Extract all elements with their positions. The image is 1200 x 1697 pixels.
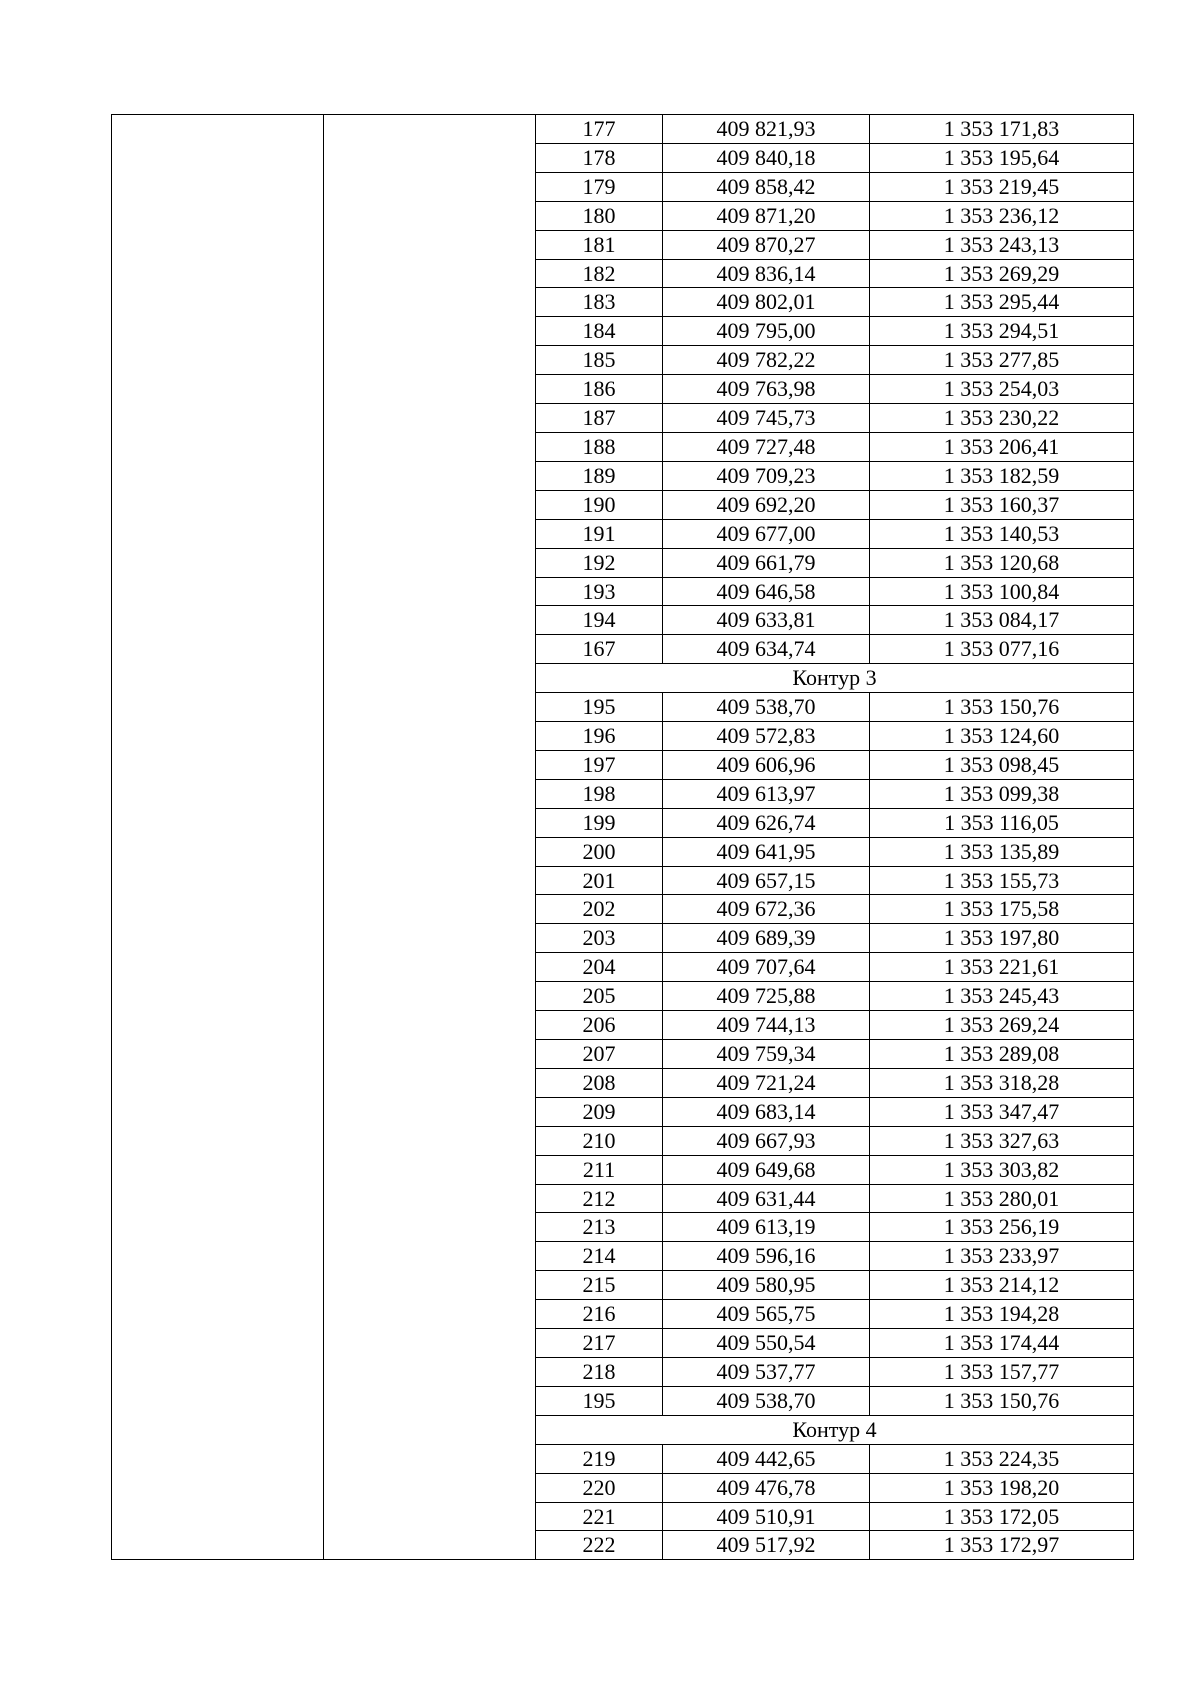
- x-coordinate-cell: 409 580,95: [663, 1271, 870, 1300]
- y-coordinate-cell: 1 353 171,83: [870, 115, 1134, 144]
- point-number-cell: 220: [536, 1473, 663, 1502]
- y-coordinate-cell: 1 353 174,44: [870, 1329, 1134, 1358]
- x-coordinate-cell: 409 836,14: [663, 259, 870, 288]
- y-coordinate-cell: 1 353 347,47: [870, 1097, 1134, 1126]
- point-number-cell: 210: [536, 1126, 663, 1155]
- point-number-cell: 192: [536, 548, 663, 577]
- x-coordinate-cell: 409 744,13: [663, 1011, 870, 1040]
- x-coordinate-cell: 409 510,91: [663, 1502, 870, 1531]
- y-coordinate-cell: 1 353 172,97: [870, 1531, 1134, 1560]
- point-number-cell: 178: [536, 143, 663, 172]
- empty-column-1: [112, 115, 324, 1560]
- point-number-cell: 179: [536, 172, 663, 201]
- y-coordinate-cell: 1 353 294,51: [870, 317, 1134, 346]
- y-coordinate-cell: 1 353 233,97: [870, 1242, 1134, 1271]
- y-coordinate-cell: 1 353 099,38: [870, 779, 1134, 808]
- x-coordinate-cell: 409 633,81: [663, 606, 870, 635]
- point-number-cell: 191: [536, 519, 663, 548]
- y-coordinate-cell: 1 353 194,28: [870, 1300, 1134, 1329]
- x-coordinate-cell: 409 707,64: [663, 953, 870, 982]
- point-number-cell: 212: [536, 1184, 663, 1213]
- x-coordinate-cell: 409 537,77: [663, 1357, 870, 1386]
- point-number-cell: 201: [536, 866, 663, 895]
- x-coordinate-cell: 409 596,16: [663, 1242, 870, 1271]
- point-number-cell: 195: [536, 1386, 663, 1415]
- y-coordinate-cell: 1 353 140,53: [870, 519, 1134, 548]
- point-number-cell: 217: [536, 1329, 663, 1358]
- y-coordinate-cell: 1 353 221,61: [870, 953, 1134, 982]
- x-coordinate-cell: 409 725,88: [663, 982, 870, 1011]
- y-coordinate-cell: 1 353 195,64: [870, 143, 1134, 172]
- coordinates-table-body: [112, 115, 1134, 1560]
- point-number-cell: 189: [536, 461, 663, 490]
- y-coordinate-cell: 1 353 150,76: [870, 1386, 1134, 1415]
- x-coordinate-cell: 409 517,92: [663, 1531, 870, 1560]
- table-row: [112, 115, 1134, 144]
- y-coordinate-cell: 1 353 206,41: [870, 432, 1134, 461]
- x-coordinate-cell: 409 565,75: [663, 1300, 870, 1329]
- x-coordinate-cell: 409 476,78: [663, 1473, 870, 1502]
- y-coordinate-cell: 1 353 120,68: [870, 548, 1134, 577]
- x-coordinate-cell: 409 550,54: [663, 1329, 870, 1358]
- y-coordinate-cell: 1 353 155,73: [870, 866, 1134, 895]
- y-coordinate-cell: 1 353 277,85: [870, 346, 1134, 375]
- y-coordinate-cell: 1 353 077,16: [870, 635, 1134, 664]
- contour-title: Контур 3: [536, 664, 1134, 693]
- x-coordinate-cell: 409 683,14: [663, 1097, 870, 1126]
- y-coordinate-cell: 1 353 198,20: [870, 1473, 1134, 1502]
- y-coordinate-cell: 1 353 224,35: [870, 1444, 1134, 1473]
- x-coordinate-cell: 409 606,96: [663, 750, 870, 779]
- x-coordinate-cell: 409 795,00: [663, 317, 870, 346]
- point-number-cell: 214: [536, 1242, 663, 1271]
- point-number-cell: 196: [536, 722, 663, 751]
- x-coordinate-cell: 409 572,83: [663, 722, 870, 751]
- point-number-cell: 186: [536, 375, 663, 404]
- x-coordinate-cell: 409 626,74: [663, 808, 870, 837]
- y-coordinate-cell: 1 353 182,59: [870, 461, 1134, 490]
- y-coordinate-cell: 1 353 160,37: [870, 490, 1134, 519]
- y-coordinate-cell: 1 353 303,82: [870, 1155, 1134, 1184]
- x-coordinate-cell: 409 858,42: [663, 172, 870, 201]
- y-coordinate-cell: 1 353 269,24: [870, 1011, 1134, 1040]
- y-coordinate-cell: 1 353 197,80: [870, 924, 1134, 953]
- point-number-cell: 194: [536, 606, 663, 635]
- point-number-cell: 221: [536, 1502, 663, 1531]
- point-number-cell: 199: [536, 808, 663, 837]
- y-coordinate-cell: 1 353 135,89: [870, 837, 1134, 866]
- y-coordinate-cell: 1 353 254,03: [870, 375, 1134, 404]
- x-coordinate-cell: 409 745,73: [663, 404, 870, 433]
- x-coordinate-cell: 409 759,34: [663, 1040, 870, 1069]
- x-coordinate-cell: 409 641,95: [663, 837, 870, 866]
- point-number-cell: 222: [536, 1531, 663, 1560]
- x-coordinate-cell: 409 661,79: [663, 548, 870, 577]
- x-coordinate-cell: 409 709,23: [663, 461, 870, 490]
- point-number-cell: 180: [536, 201, 663, 230]
- x-coordinate-cell: 409 689,39: [663, 924, 870, 953]
- point-number-cell: 204: [536, 953, 663, 982]
- x-coordinate-cell: 409 613,97: [663, 779, 870, 808]
- x-coordinate-cell: 409 840,18: [663, 143, 870, 172]
- point-number-cell: 188: [536, 432, 663, 461]
- x-coordinate-cell: 409 631,44: [663, 1184, 870, 1213]
- x-coordinate-cell: 409 677,00: [663, 519, 870, 548]
- y-coordinate-cell: 1 353 245,43: [870, 982, 1134, 1011]
- point-number-cell: 193: [536, 577, 663, 606]
- y-coordinate-cell: 1 353 157,77: [870, 1357, 1134, 1386]
- y-coordinate-cell: 1 353 256,19: [870, 1213, 1134, 1242]
- x-coordinate-cell: 409 672,36: [663, 895, 870, 924]
- y-coordinate-cell: 1 353 124,60: [870, 722, 1134, 751]
- y-coordinate-cell: 1 353 116,05: [870, 808, 1134, 837]
- y-coordinate-cell: 1 353 269,29: [870, 259, 1134, 288]
- point-number-cell: 219: [536, 1444, 663, 1473]
- x-coordinate-cell: 409 646,58: [663, 577, 870, 606]
- x-coordinate-cell: 409 538,70: [663, 693, 870, 722]
- point-number-cell: 200: [536, 837, 663, 866]
- y-coordinate-cell: 1 353 098,45: [870, 750, 1134, 779]
- x-coordinate-cell: 409 442,65: [663, 1444, 870, 1473]
- empty-column-2: [324, 115, 536, 1560]
- y-coordinate-cell: 1 353 243,13: [870, 230, 1134, 259]
- point-number-cell: 184: [536, 317, 663, 346]
- y-coordinate-cell: 1 353 289,08: [870, 1040, 1134, 1069]
- point-number-cell: 213: [536, 1213, 663, 1242]
- x-coordinate-cell: 409 634,74: [663, 635, 870, 664]
- contour-title: Контур 4: [536, 1415, 1134, 1444]
- point-number-cell: 190: [536, 490, 663, 519]
- x-coordinate-cell: 409 692,20: [663, 490, 870, 519]
- y-coordinate-cell: 1 353 318,28: [870, 1068, 1134, 1097]
- x-coordinate-cell: 409 871,20: [663, 201, 870, 230]
- point-number-cell: 211: [536, 1155, 663, 1184]
- y-coordinate-cell: 1 353 236,12: [870, 201, 1134, 230]
- y-coordinate-cell: 1 353 214,12: [870, 1271, 1134, 1300]
- coordinates-table: [111, 114, 1134, 1560]
- x-coordinate-cell: 409 649,68: [663, 1155, 870, 1184]
- x-coordinate-cell: 409 727,48: [663, 432, 870, 461]
- point-number-cell: 183: [536, 288, 663, 317]
- point-number-cell: 182: [536, 259, 663, 288]
- y-coordinate-cell: 1 353 175,58: [870, 895, 1134, 924]
- x-coordinate-cell: 409 782,22: [663, 346, 870, 375]
- point-number-cell: 205: [536, 982, 663, 1011]
- y-coordinate-cell: 1 353 295,44: [870, 288, 1134, 317]
- x-coordinate-cell: 409 538,70: [663, 1386, 870, 1415]
- point-number-cell: 208: [536, 1068, 663, 1097]
- point-number-cell: 218: [536, 1357, 663, 1386]
- y-coordinate-cell: 1 353 280,01: [870, 1184, 1134, 1213]
- point-number-cell: 195: [536, 693, 663, 722]
- point-number-cell: 185: [536, 346, 663, 375]
- y-coordinate-cell: 1 353 230,22: [870, 404, 1134, 433]
- point-number-cell: 215: [536, 1271, 663, 1300]
- point-number-cell: 177: [536, 115, 663, 144]
- point-number-cell: 167: [536, 635, 663, 664]
- point-number-cell: 216: [536, 1300, 663, 1329]
- x-coordinate-cell: 409 763,98: [663, 375, 870, 404]
- y-coordinate-cell: 1 353 219,45: [870, 172, 1134, 201]
- point-number-cell: 207: [536, 1040, 663, 1069]
- y-coordinate-cell: 1 353 100,84: [870, 577, 1134, 606]
- y-coordinate-cell: 1 353 150,76: [870, 693, 1134, 722]
- x-coordinate-cell: 409 802,01: [663, 288, 870, 317]
- x-coordinate-cell: 409 821,93: [663, 115, 870, 144]
- point-number-cell: 187: [536, 404, 663, 433]
- point-number-cell: 209: [536, 1097, 663, 1126]
- point-number-cell: 198: [536, 779, 663, 808]
- x-coordinate-cell: 409 657,15: [663, 866, 870, 895]
- x-coordinate-cell: 409 870,27: [663, 230, 870, 259]
- y-coordinate-cell: 1 353 172,05: [870, 1502, 1134, 1531]
- point-number-cell: 181: [536, 230, 663, 259]
- y-coordinate-cell: 1 353 327,63: [870, 1126, 1134, 1155]
- point-number-cell: 202: [536, 895, 663, 924]
- point-number-cell: 197: [536, 750, 663, 779]
- point-number-cell: 203: [536, 924, 663, 953]
- x-coordinate-cell: 409 667,93: [663, 1126, 870, 1155]
- point-number-cell: 206: [536, 1011, 663, 1040]
- x-coordinate-cell: 409 721,24: [663, 1068, 870, 1097]
- y-coordinate-cell: 1 353 084,17: [870, 606, 1134, 635]
- x-coordinate-cell: 409 613,19: [663, 1213, 870, 1242]
